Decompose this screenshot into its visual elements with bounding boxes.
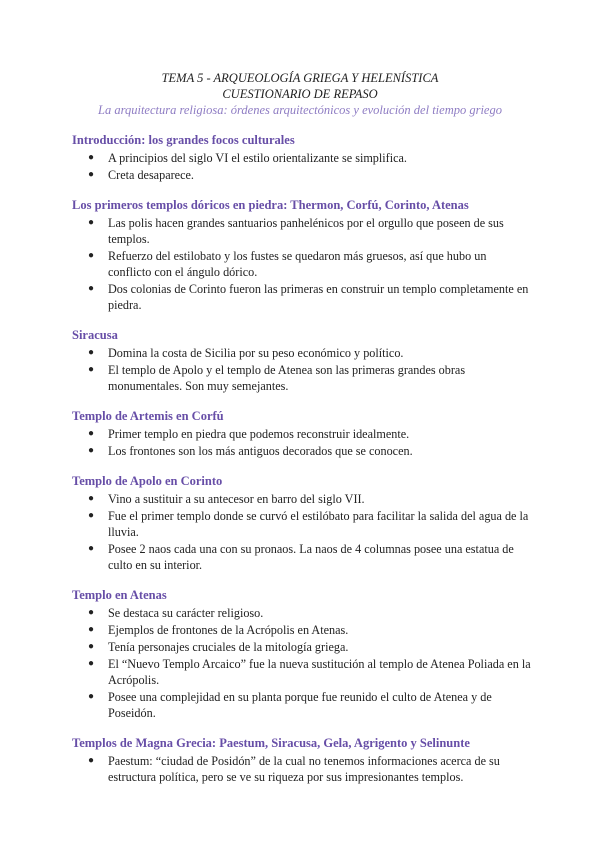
bullet-icon: ●	[88, 658, 95, 669]
section-heading: Templo de Apolo en Corinto	[72, 474, 223, 488]
bullet-icon: ●	[88, 691, 95, 702]
list-item	[72, 541, 532, 573]
bullet-icon: ●	[88, 152, 95, 163]
bullet-list	[72, 215, 532, 313]
section	[72, 327, 532, 394]
section-heading: Los primeros templos dóricos en piedra: Thermon, Corfú, Corinto, Atenas	[72, 198, 469, 212]
list-item-text: Domina la costa de Sicilia por su peso económico y político.	[108, 346, 404, 360]
bullet-list	[72, 753, 532, 785]
section-heading: Introducción: los grandes focos culturales	[72, 133, 295, 147]
section	[72, 735, 532, 785]
bullet-list	[72, 491, 532, 573]
bullet-icon: ●	[88, 755, 95, 766]
list-item-text: Primer templo en piedra que podemos reconstruir idealmente.	[108, 427, 410, 441]
section-heading: Templo de Artemis en Corfú	[72, 409, 224, 423]
document-subtitle: CUESTIONARIO DE REPASO	[222, 87, 378, 101]
bullet-list	[72, 345, 532, 394]
list-item-text: Las polis hacen grandes santuarios panhelénicos por el orgullo que poseen de sus templos.	[108, 216, 504, 246]
list-item-text: Se destaca su carácter religioso.	[108, 606, 264, 620]
list-item	[72, 689, 532, 721]
list-item	[72, 345, 532, 361]
document-content	[72, 132, 532, 799]
bullet-list	[72, 426, 532, 459]
bullet-icon: ●	[88, 250, 95, 261]
list-item-text: Posee 2 naos cada una con su pronaos. La naos de 4 columnas posee una estatua de culto en su interior.	[108, 542, 514, 572]
section-heading: Templos de Magna Grecia: Paestum, Siracusa, Gela, Agrigento y Selinunte	[72, 736, 470, 750]
bullet-icon: ●	[88, 510, 95, 521]
bullet-icon: ●	[88, 543, 95, 554]
section	[72, 132, 532, 183]
list-item	[72, 753, 532, 785]
list-item	[72, 491, 532, 507]
bullet-icon: ●	[88, 493, 95, 504]
list-item-text: Refuerzo del estilobato y los fustes se quedaron más gruesos, así que hubo un conflicto con el ángulo dórico.	[108, 249, 487, 279]
bullet-icon: ●	[88, 283, 95, 294]
list-item	[72, 150, 532, 166]
list-item-text: Tenía personajes cruciales de la mitología griega.	[108, 640, 349, 654]
list-item	[72, 362, 532, 394]
section	[72, 473, 532, 573]
list-item-text: Los frontones son los más antiguos decorados que se conocen.	[108, 444, 413, 458]
list-item-text: Posee una complejidad en su planta porque fue reunido el culto de Atenea y de Poseidón.	[108, 690, 492, 720]
list-item	[72, 508, 532, 540]
list-item-text: A principios del siglo VI el estilo orientalizante se simplifica.	[108, 151, 407, 165]
list-item	[72, 215, 532, 247]
section-heading: Siracusa	[72, 328, 118, 342]
list-item-text: Paestum: “ciudad de Posidón” de la cual no tenemos informaciones acerca de su estructura política, pero se ve su riqueza por sus impresionantes templos.	[108, 754, 500, 784]
bullet-icon: ●	[88, 624, 95, 635]
list-item-text: Vino a sustituir a su antecesor en barro del siglo VII.	[108, 492, 365, 506]
list-item	[72, 426, 532, 442]
section	[72, 197, 532, 313]
bullet-icon: ●	[88, 445, 95, 456]
list-item	[72, 605, 532, 621]
list-item	[72, 248, 532, 280]
bullet-icon: ●	[88, 169, 95, 180]
section-heading: Templo en Atenas	[72, 588, 167, 602]
bullet-list	[72, 605, 532, 721]
bullet-icon: ●	[88, 428, 95, 439]
list-item-text: Fue el primer templo donde se curvó el estilóbato para facilitar la salida del agua de la lluvia.	[108, 509, 529, 539]
list-item	[72, 167, 532, 183]
bullet-list	[72, 150, 532, 183]
section	[72, 408, 532, 459]
bullet-icon: ●	[88, 607, 95, 618]
bullet-icon: ●	[88, 347, 95, 358]
list-item-text: El “Nuevo Templo Arcaico” fue la nueva sustitución al templo de Atenea Poliada en la Acrópolis.	[108, 657, 531, 687]
list-item-text: Ejemplos de frontones de la Acrópolis en Atenas.	[108, 623, 349, 637]
document-tagline: La arquitectura religiosa: órdenes arquitectónicos y evolución del tiempo griego	[98, 103, 502, 117]
list-item-text: Dos colonias de Corinto fueron las primeras en construir un templo completamente en piedra.	[108, 282, 529, 312]
bullet-icon: ●	[88, 364, 95, 375]
document-header	[0, 70, 600, 118]
list-item	[72, 656, 532, 688]
document-title: TEMA 5 - ARQUEOLOGÍA GRIEGA Y HELENÍSTICA	[161, 71, 439, 85]
list-item	[72, 639, 532, 655]
bullet-icon: ●	[88, 217, 95, 228]
list-item-text: El templo de Apolo y el templo de Atenea son las primeras grandes obras monumentales. Son muy semejantes.	[108, 363, 466, 393]
list-item	[72, 281, 532, 313]
list-item	[72, 443, 532, 459]
list-item	[72, 622, 532, 638]
bullet-icon: ●	[88, 641, 95, 652]
list-item-text: Creta desaparece.	[108, 168, 194, 182]
section	[72, 587, 532, 721]
